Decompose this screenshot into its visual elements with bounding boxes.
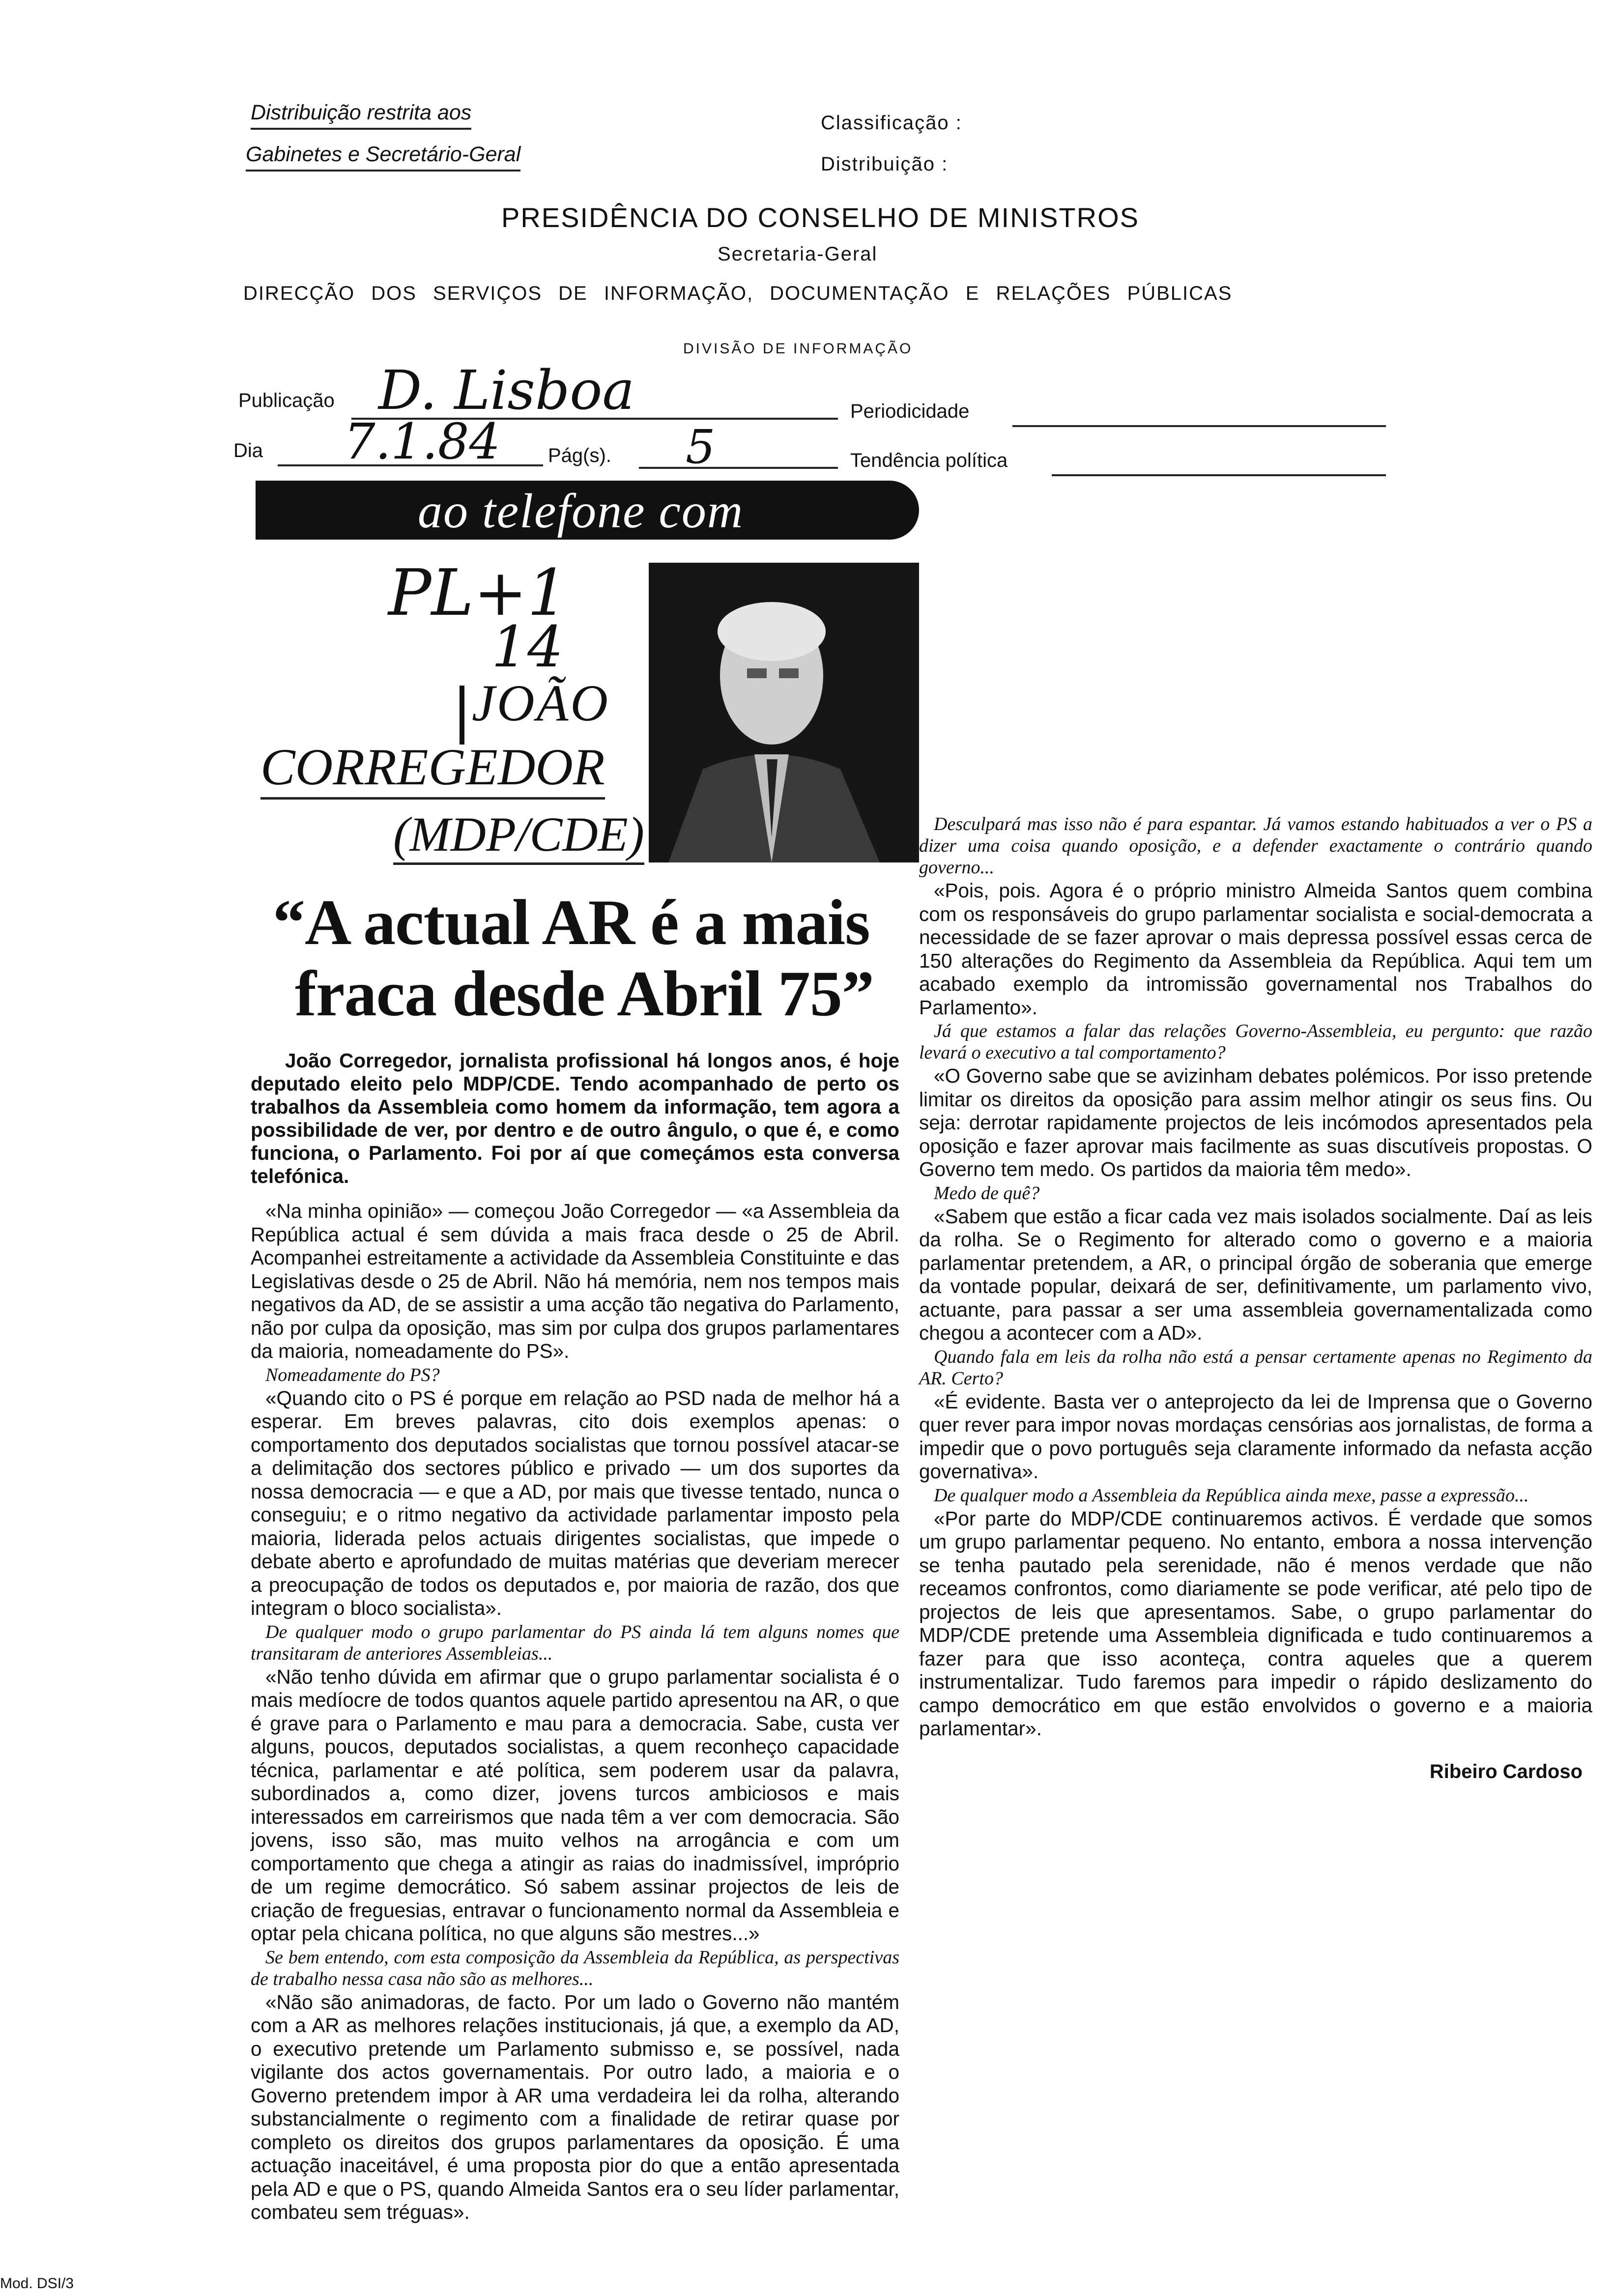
organization-title: PRESIDÊNCIA DO CONSELHO DE MINISTROS (501, 202, 1139, 233)
pages-handwritten-value: 5 (686, 420, 716, 474)
distribution-restriction-line-1: Distribuição restrita aos (251, 101, 471, 130)
division-name: DIVISÃO DE INFORMAÇÃO (683, 341, 913, 357)
distribution-label: Distribuição : (821, 153, 949, 175)
article-question: Desculpará mas isso não é para espantar. Já vamos estando habituados a ver o PS a dizer uma coisa quando oposição, e a defender exactamente o contrário quando governo... (919, 814, 1592, 878)
publication-handwritten-value: D. Lisboa (378, 359, 635, 422)
pages-field-line (639, 467, 838, 469)
periodicity-label: Periodicidade (850, 401, 970, 422)
article-question: Se bem entendo, com esta composição da Assembleia da República, as perspectivas de trabalho nessa casa não são as melhores... (251, 1947, 899, 1989)
distribution-restriction-line-2: Gabinetes e Secretário-Geral (246, 143, 520, 172)
article-paragraph: «Sabem que estão a ficar cada vez mais isolados socialmente. Daí as leis da rolha. Se o Regimento for alterado como o governo e a maioria parlamentar pretendem, a AR, o principal órgão de soberania que emerge da vontade popular, deixará de ser, definitivamente, um parlamento vivo, actuante, para passar a ser uma assembleia governamentalizada como chegou a acontecer com a AD». (919, 1205, 1592, 1344)
form-code: Mod. DSI/3 (0, 2275, 74, 2292)
article-question: Já que estamos a falar das relações Governo-Assembleia, eu pergunto: que razão levará o executivo a tal comportamento? (919, 1021, 1592, 1063)
article-question: De qualquer modo o grupo parlamentar do PS ainda lá tem alguns nomes que transitaram de anteriores Assembleias... (251, 1621, 899, 1664)
pages-label: Pág(s). (548, 445, 611, 466)
interviewee-first-name: JOÃO (472, 674, 610, 732)
portrait-figure (649, 563, 919, 862)
article-paragraph: «Na minha opinião» — começou João Corregedor — «a Assembleia da República actual é sem dúvida a mais fraca desde o 25 de Abril. Acompanhei estreitamente a actividade da Assembleia Constituinte e das Legislativas desde o 25 de Abril. Não há memória, nem nos tempos mais negativos da AD, de se assistir a uma acção tão negativa do Parlamento, não por culpa da oposição, mas sim por culpa dos grupos parlamentares da maioria, nomeadamente do PS». (251, 1200, 899, 1362)
article-paragraph: «Não são animadoras, de facto. Por um lado o Governo não mantém com a AR as melhores relações institucionais, já que, a exemplo da AD, o executivo pretende um Parlamento submisso e, se possível, nada vigilante dos actos governamentais. Por outro lado, a maioria e o Governo pretendem impor à AR uma verdadeira lei da rolha, alterando substancialmente o regimento com a finalidade de retirar quase por completo os direitos dos grupos parlamentares da oposição. É uma actuação inaceitável, é uma proposta pior do que a então apresentada pela AD e que o PS, quando Almeida Santos era o seu líder parlamentar, combateu sem tréguas». (251, 1990, 899, 2223)
day-handwritten-value: 7.1.84 (344, 413, 501, 470)
article-paragraph: «Pois, pois. Agora é o próprio ministro Almeida Santos quem combina com os responsáveis do grupo parlamentar socialista e social-democrata a necessidade de se fazer aprovar o mais depressa possível essas cerca de 150 alterações do Regimento da Assembleia da República. Aqui tem um acabado exemplo da intromissão governamental nos Trabalhos do Parlamento». (919, 879, 1592, 1019)
article-paragraph: «É evidente. Basta ver o anteprojecto da lei de Imprensa que o Governo quer rever para impor novas mordaças censórias aos jornalistas, de forma a impedir que o povo português seja claramente informado da nefasta acção governativa». (919, 1390, 1592, 1483)
periodicity-field-line (1012, 425, 1386, 427)
section-banner-title: ao telefone com (418, 484, 744, 538)
interviewee-party: (MDP/CDE) (393, 806, 644, 865)
classification-label: Classificação : (821, 112, 962, 134)
article-question: De qualquer modo a Assembleia da República ainda mexe, passe a expressão... (934, 1485, 1529, 1506)
article-column-1 (251, 1049, 899, 2225)
article-byline: Ribeiro Cardoso (1429, 1760, 1583, 1782)
interviewee-last-name: CORREGEDOR (260, 737, 605, 800)
article-question: Quando fala em leis da rolha não está a pensar certamente apenas no Regimento da AR. Certo? (919, 1346, 1592, 1389)
article-question: Medo de quê? (934, 1182, 1040, 1204)
article-column-2 (919, 813, 1592, 1783)
interviewee-photo (649, 563, 919, 862)
headline-line-2: fraca desde Abril 75” (295, 957, 874, 1030)
political-tendency-label: Tendência política (850, 450, 1008, 471)
headline-line-1: “A actual AR é a mais (273, 886, 870, 958)
directorate-name: DIRECÇÃO DOS SERVIÇOS DE INFORMAÇÃO, DOCUMENTAÇÃO E RELAÇÕES PÚBLICAS (243, 283, 1233, 304)
article-paragraph: «Por parte do MDP/CDE continuaremos activos. É verdade que somos um grupo parlamentar pequeno. No entanto, embora a nossa intervenção se tenha pautado pela serenidade, não é menos verdade que não receamos confrontos, como diariamente se pode verificar, até pelo tipo de projectos de leis que apresentamos. Sabe, o grupo parlamentar do MDP/CDE pretende uma Assembleia dignificada e tudo continuaremos a fazer para que isso aconteça, contra aqueles que a querem instrumentalizar. Tudo faremos para impedir o rápido deslizamento do campo democrático em que estão envolvidos o governo e a maioria parlamentar». (919, 1507, 1592, 1740)
handwritten-annotation-2: 14 (491, 614, 564, 680)
handwritten-stroke (460, 686, 464, 745)
article-lead: João Corregedor, jornalista profissional há longos anos, é hoje deputado eleito pelo MDP/CDE. Tendo acompanhado de perto os trabalhos da Assembleia como homem da informação, tem agora a possibilidade de ver, por dentro e de outro ângulo, o que é, e como funciona, o Parlamento. Foi por aí que começámos esta conversa telefónica. (251, 1049, 899, 1187)
article-paragraph: «Quando cito o PS é porque em relação ao PSD nada de melhor há a esperar. Em breves palavras, cito dois exemplos apenas: o comportamento dos deputados socialistas que tornou possível atacar-se a delimitação dos sectores público e privado — um dos suportes da nossa democracia — e que a AD, por mais que tivesse tentado, nunca o conseguiu; e o ritmo negativo da actividade parlamentar imposto pela maioria, liderada pelos actuais dirigentes socialistas, que impede o debate aberto e aprofundado de muitas matérias que deveriam merecer a preocupação de todos os deputados e, por maioria de razão, dos que integram o bloco socialista». (251, 1386, 899, 1619)
article-paragraph: «Não tenho dúvida em afirmar que o grupo parlamentar socialista é o mais medíocre de todos quantos aquele partido apresentou na AR, o que é grave para o Parlamento e mau para a democracia. Sabe, custa ver alguns, poucos, deputados socialistas, a quem reconheço capacidade técnica, parlamentar e até política, sem poderem usar da palavra, subordinados a, como dizer, jovens turcos ambiciosos e mais interessados em carreirismos que nada têm a ver com democracia. São jovens, isso são, mas muito velhos na arrogância e com um comportamento que chega a atingir as raias do inadmissível, impróprio de um regime democrático. Só sabem assinar projectos de leis de criação de freguesias, entravar o funcionamento normal da Assembleia e optar pela chicana política, no que alguns são mestres...» (251, 1665, 899, 1945)
day-label: Dia (233, 440, 263, 461)
article-paragraph: «O Governo sabe que se avizinham debates polémicos. Por isso pretende limitar os direitos da oposição para assim melhor atingir os seus fins. Ou seja: derrotar rapidamente projectos de leis incómodos apresentados pela oposição e fazer aprovar mais facilmente as suas discutíveis propostas. O Governo tem medo. Os partidos da maioria têm medo». (919, 1064, 1592, 1180)
handwritten-annotation-1: PL+1 (388, 555, 568, 630)
political-tendency-field-line (1052, 474, 1386, 476)
publication-label: Publicação (238, 390, 335, 411)
organization-subtitle: Secretaria-Geral (718, 243, 878, 265)
section-banner (256, 481, 919, 540)
article-question: Nomeadamente do PS? (265, 1364, 440, 1385)
